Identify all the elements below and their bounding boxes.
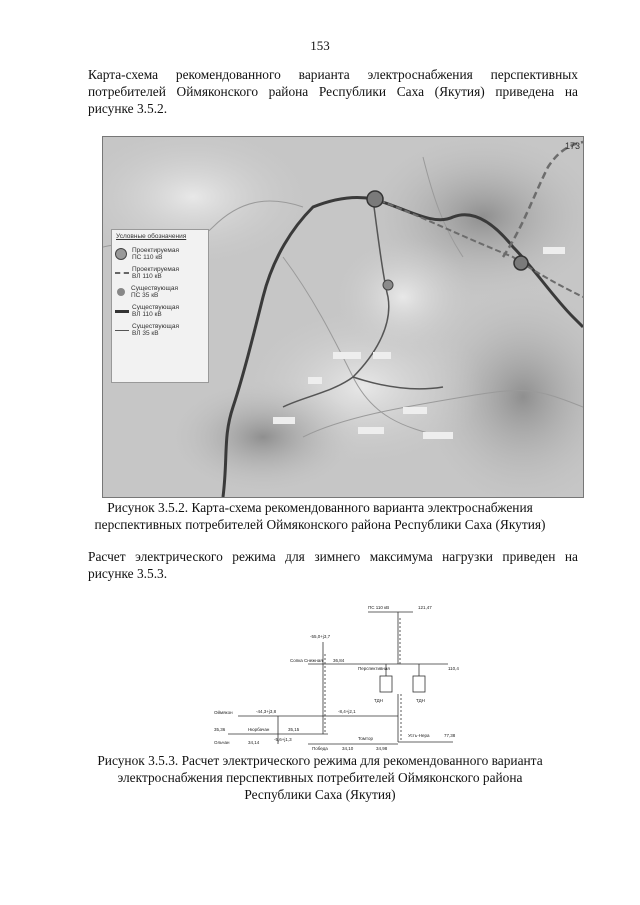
calc-paragraph: [88, 548, 578, 582]
transformer-b-label: ТДН: [416, 698, 425, 703]
node-e-label: Томтор: [358, 736, 374, 741]
bottom-right-node-value: 77,38: [444, 733, 456, 738]
intro-line-3: рисунке 3.5.2.: [88, 101, 168, 116]
legend-item-1-line-1: Проектируемая: [132, 246, 179, 254]
figure1-caption: [60, 499, 580, 533]
node-d-label: Победа: [312, 746, 328, 751]
node-b-label: Нюрбачан: [248, 727, 270, 732]
left-value: -55,0+j3,7: [310, 634, 331, 639]
page-number: 153: [310, 38, 330, 53]
map-figure: [102, 136, 584, 498]
node-d-value: 34,10: [342, 746, 354, 751]
legend-item-3-line-2: ПС 35 кВ: [131, 292, 159, 299]
mid-node-label: Сопка Снежная: [290, 658, 323, 663]
schematic-figure: [208, 604, 478, 752]
node-e-value: 34,98: [376, 746, 388, 751]
map-legend: [111, 229, 209, 383]
figure1-caption-line-1: Рисунок 3.5.2. Карта-схема рекомендованного варианта электроснабжения: [107, 500, 533, 515]
legend-title: Условные обозначения: [116, 233, 187, 240]
right-node-value: 110,4: [448, 666, 459, 671]
figure2-caption: [60, 752, 580, 803]
figure2-caption-line-1: Рисунок 3.5.3. Расчет электрического режима для рекомендованного варианта: [97, 753, 543, 768]
transformer-a-label: ТДН: [374, 698, 383, 703]
legend-item-2-line-1: Проектируемая: [132, 265, 179, 273]
top-node-value: 121,47: [418, 605, 432, 610]
node-a-value: 35,36: [214, 727, 226, 732]
intro-paragraph: [88, 66, 578, 117]
legend-item-1-line-2: ПС 110 кВ: [132, 254, 163, 261]
bottom-right-node-label: Усть-Нера: [408, 733, 430, 738]
intro-line-1: Карта-схема рекомендованного варианта электроснабжения перспективных: [88, 67, 578, 82]
legend-item-3-line-1: Существующая: [131, 284, 178, 292]
calc-line-1: Расчет электрического режима для зимнего максимума нагрузки приведен на: [88, 549, 578, 564]
intro-line-2: потребителей Оймяконского района Республики Саха (Якутия) приведена на: [88, 84, 578, 99]
legend-item-2-line-2: ВЛ 110 кВ: [132, 273, 162, 280]
legend-item-5-line-2: ВЛ 35 кВ: [132, 330, 159, 337]
node-b-value: 35,15: [288, 727, 300, 732]
existing-substation-35-icon: [117, 288, 125, 296]
existing-line-35-icon: [115, 330, 129, 331]
node-c-label: Ольчан: [214, 740, 230, 745]
calc-line-2: рисунке 3.5.3.: [88, 566, 168, 581]
top-node-label: ПС 110 кВ: [368, 605, 390, 610]
legend-item-4-line-2: ВЛ 110 кВ: [132, 311, 162, 318]
node-a-label: Оймякон: [214, 710, 233, 715]
node-c-value: 34,14: [248, 740, 260, 745]
right-node-label: Перспективная: [358, 666, 390, 671]
legend-item-4-line-1: Существующая: [132, 303, 179, 311]
figure2-caption-line-3: Республики Саха (Якутия): [244, 787, 396, 802]
figure1-caption-line-2: перспективных потребителей Оймяконского района Республики Саха (Якутия): [94, 517, 546, 532]
row-value-b: -8,4+j2,1: [338, 709, 356, 714]
map-label-173: 173: [565, 141, 581, 151]
legend-item-5-line-1: Существующая: [132, 322, 179, 330]
bottom-value: -5,6+j1,3: [274, 737, 292, 742]
row-value-a: -44,3+j3,8: [256, 709, 277, 714]
schematic-diagram: [208, 604, 478, 752]
planned-line-110-icon: [115, 272, 129, 274]
figure2-caption-line-2: электроснабжения перспективных потребителей Оймяконского района: [117, 770, 523, 785]
planned-substation-110-icon: [115, 248, 127, 260]
mid-node-value: 36,84: [333, 658, 345, 663]
existing-line-110-icon: [115, 310, 129, 313]
